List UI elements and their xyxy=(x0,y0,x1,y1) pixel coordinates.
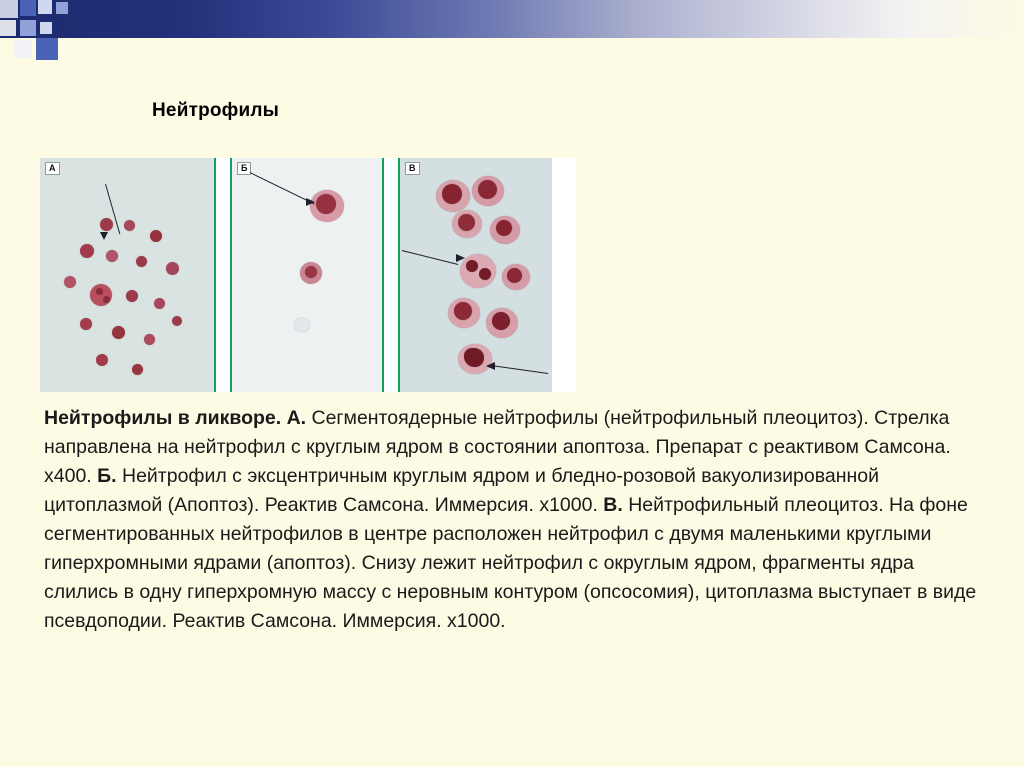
cell xyxy=(144,334,155,345)
motif-square xyxy=(56,2,68,14)
pointer-arrow-head xyxy=(306,198,315,206)
cell xyxy=(154,298,165,309)
panel-label-b: Б xyxy=(237,162,251,175)
pointer-arrow-shaft xyxy=(493,365,549,374)
cell-nucleus xyxy=(507,268,522,283)
cell xyxy=(126,290,138,302)
cell-nucleus xyxy=(305,266,317,278)
cell-nucleus xyxy=(454,302,472,320)
micrograph-panel-b xyxy=(232,158,382,392)
cell-nucleus xyxy=(478,180,497,199)
cell xyxy=(64,276,76,288)
cell xyxy=(80,244,94,258)
cell-nucleus xyxy=(103,296,110,303)
panel-label-c: В xyxy=(405,162,420,175)
cell-nucleus xyxy=(466,260,478,272)
pointer-arrow-head xyxy=(456,254,465,262)
pointer-arrow-shaft xyxy=(250,172,315,204)
cell-nucleus xyxy=(316,194,336,214)
pointer-arrow-shaft xyxy=(402,250,459,265)
pointer-arrow-head xyxy=(100,232,108,240)
motif-square xyxy=(36,38,58,60)
motif-square xyxy=(20,0,36,16)
cell xyxy=(150,230,162,242)
motif-square xyxy=(20,20,36,36)
motif-square xyxy=(0,20,16,36)
micrograph-panel-a xyxy=(40,158,214,392)
header-square-motif xyxy=(0,0,120,66)
caption-part-a-text: Сегментоядерные нейтрофилы (нейтрофильный плеоцитоз). Стрелка направлена на нейтрофил с круглым ядром в состоянии апоптоза. Препарат с реактивом Самсона. х400. xyxy=(44,407,951,487)
motif-square xyxy=(14,40,32,58)
caption-part-c-text: Нейтрофильный плеоцитоз. На фоне сегментированных нейтрофилов в центре расположен нейтрофил с двумя маленькими круглыми гиперхромными ядрами (апоптоз). Снизу лежит нейтрофил с округлым ядром, фрагменты ядра слились в одну гиперхромную массу с неровным контуром (опсосомия), цитоплазма выступает в виде псевдоподии. Реактив Самсона. Иммерсия. х1000. xyxy=(44,494,977,632)
caption-lead: Нейтрофилы в ликворе. xyxy=(44,407,282,429)
caption-part-a-label: А. xyxy=(286,407,307,429)
motif-square xyxy=(40,22,52,34)
cell-nucleus xyxy=(492,312,510,330)
cell-nucleus xyxy=(479,268,491,280)
cell xyxy=(166,262,179,275)
page-title: Нейтрофилы xyxy=(152,100,280,121)
figure-micrographs xyxy=(40,158,576,392)
panel-divider xyxy=(382,158,400,392)
cell xyxy=(172,316,182,326)
pointer-arrow-head xyxy=(486,362,495,370)
motif-square xyxy=(0,0,18,18)
cell xyxy=(132,364,143,375)
panel-label-a: А xyxy=(45,162,60,175)
cell xyxy=(80,318,92,330)
cell-nucleus xyxy=(464,348,484,367)
panel-divider xyxy=(214,158,232,392)
cell xyxy=(100,218,113,231)
artifact xyxy=(294,318,310,332)
caption-part-c-label: В. xyxy=(603,494,623,516)
cell xyxy=(124,220,135,231)
micrograph-panel-c xyxy=(400,158,552,392)
cell-cluster xyxy=(90,284,112,306)
caption-part-b-text: Нейтрофил с эксцентричным круглым ядром и бледно-розовой вакуолизированной цитоплазмой (Апоптоз). Реактив Самсона. Иммерсия. х1000. xyxy=(44,465,879,516)
motif-square xyxy=(38,0,52,14)
cell-nucleus xyxy=(442,184,462,204)
figure-caption xyxy=(44,404,984,636)
cell xyxy=(106,250,118,262)
cell xyxy=(96,354,108,366)
header-gradient-band xyxy=(0,0,1024,38)
cell-nucleus xyxy=(96,288,103,295)
caption-part-b-label: Б. xyxy=(97,465,117,487)
cell-nucleus xyxy=(458,214,475,231)
cell xyxy=(112,326,125,339)
cell-nucleus xyxy=(496,220,512,236)
cell xyxy=(136,256,147,267)
